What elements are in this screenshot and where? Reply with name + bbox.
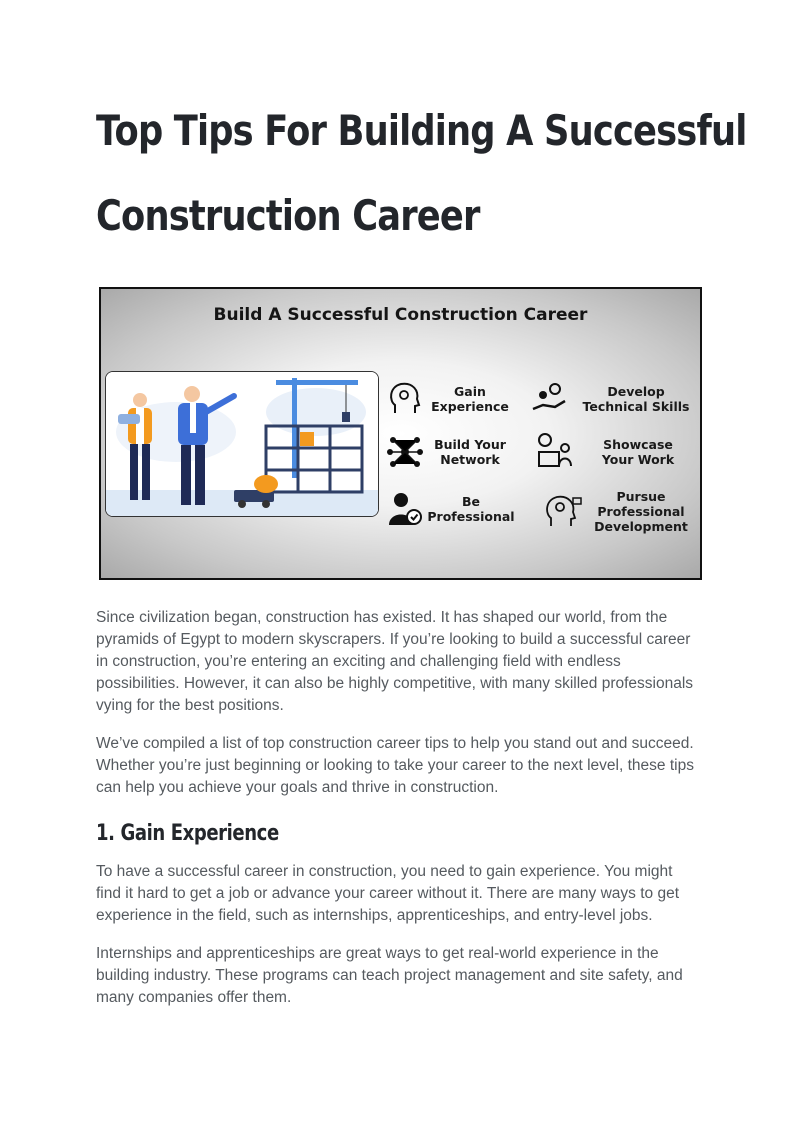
tip-be-professional	[385, 489, 517, 529]
section-heading-gain-experience: 1. Gain Experience	[96, 821, 279, 846]
tip-label: Be Professional	[427, 494, 515, 524]
paragraph-internships: Internships and apprenticeships are great ways to get real-world experience in the building industry. These programs can teach project management and site safety, and many companies offer them.	[96, 945, 683, 1006]
tip-label: Develop Technical Skills	[582, 384, 690, 414]
construction-illustration	[105, 371, 379, 517]
title-line-2: Construction Career	[96, 191, 480, 240]
tip-label: Gain Experience	[431, 384, 509, 414]
title-line-1: Top Tips For Building A Successful	[96, 106, 747, 155]
tip-label: Build Your Network	[434, 437, 506, 467]
tip-develop-technical-skills	[529, 379, 702, 419]
paragraph-intro: Since civilization began, construction has existed. It has shaped our world, from the pyramids of Egypt to modern skyscrapers. If you’re looking to build a successful career in construction, you’re entering an exciting and challenging field with endless possibilities. However, it can also be highly competitive, with many skilled professionals vying for the best positions.	[96, 609, 694, 714]
head-development-icon	[543, 492, 583, 532]
infographic-title: Build A Successful Construction Career	[213, 305, 588, 325]
tip-pursue-professional-development	[543, 489, 699, 534]
tip-label: Showcase Your Work	[601, 437, 675, 467]
tip-build-network	[385, 432, 515, 472]
hand-gears-icon	[529, 379, 569, 419]
construction-scene-icon	[106, 372, 378, 516]
paragraph-tips-intro: We’ve compiled a list of top construction career tips to help you stand out and succeed. Whether you’re just beginning or looking to take your career to the next level, these tips can help you achieve your goals and thrive in construction.	[96, 735, 694, 796]
page-title	[96, 88, 747, 258]
network-icon	[385, 432, 425, 472]
presentation-icon	[535, 432, 575, 472]
paragraph-gain-experience: To have a successful career in construction, you need to gain experience. You might find it hard to get a job or advance your career without it. There are many ways to get experience in the field, such as internships, apprenticeships, and entry-level jobs.	[96, 863, 679, 924]
tip-label: Pursue Professional Development	[594, 489, 688, 534]
head-gears-icon	[385, 379, 425, 419]
infographic-image	[99, 287, 702, 580]
tip-gain-experience	[385, 379, 515, 419]
tip-showcase-work	[535, 432, 701, 472]
professional-badge-icon	[385, 489, 425, 529]
